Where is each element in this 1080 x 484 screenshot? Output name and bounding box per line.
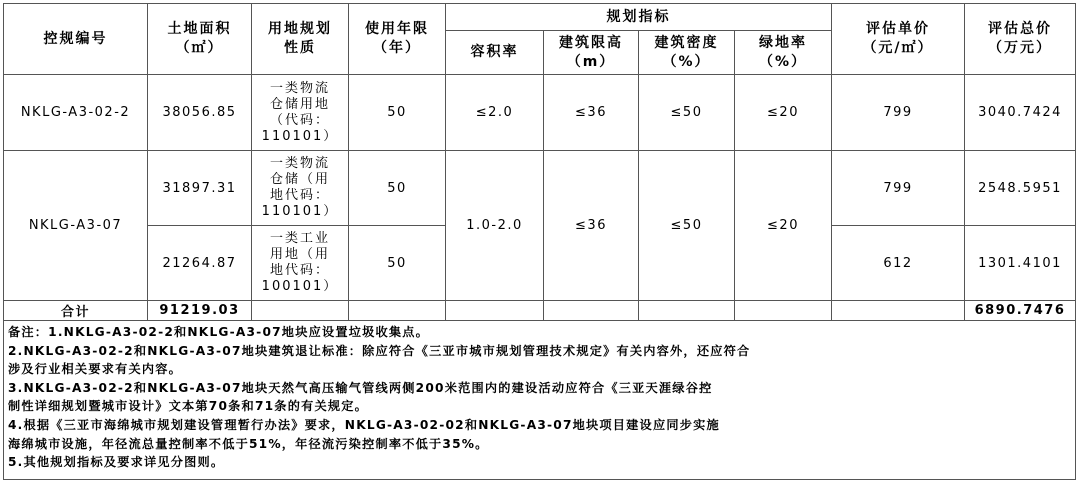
note-line: 3.NKLG-A3-02-2和NKLG-A3-07地块天然气高压输气管线两侧200米范围内的建设活动应符合《三亚天涯绿谷控 xyxy=(8,380,713,395)
cell-land-use: 一类物流 仓储用地 （代码： 110101） xyxy=(252,75,349,151)
total-price: 6890.7476 xyxy=(965,301,1076,321)
header-unit-price: 评估单价 （元/㎡） xyxy=(832,4,965,75)
empty-cell xyxy=(735,301,832,321)
note-line: 2.NKLG-A3-02-2和NKLG-A3-07地块建筑退让标准：除应符合《三亚市城市规划管理技术规定》有关内容外，还应符合 xyxy=(8,343,751,358)
header-land-use: 用地规划 性质 xyxy=(252,4,349,75)
cell-height: ≤36 xyxy=(544,75,639,151)
header-density: 建筑密度 （%） xyxy=(639,31,735,75)
planning-indicator-table xyxy=(3,3,1076,480)
cell-code: NKLG-A3-02-2 xyxy=(4,75,148,151)
total-area: 91219.03 xyxy=(148,301,252,321)
cell-land-use: 一类物流 仓储（用 地代码： 110101） xyxy=(252,151,349,226)
cell-density: ≤50 xyxy=(639,151,735,301)
cell-total-price: 2548.5951 xyxy=(965,151,1076,226)
cell-density: ≤50 xyxy=(639,75,735,151)
cell-total-price: 3040.7424 xyxy=(965,75,1076,151)
cell-total-price: 1301.4101 xyxy=(965,226,1076,301)
cell-height: ≤36 xyxy=(544,151,639,301)
header-total-price: 评估总价 （万元） xyxy=(965,4,1076,75)
header-area: 土地面积 （㎡） xyxy=(148,4,252,75)
total-row xyxy=(4,301,1076,321)
table-row xyxy=(4,75,1076,151)
cell-code: NKLG-A3-07 xyxy=(4,151,148,301)
planning-table-frame xyxy=(3,3,1075,481)
empty-cell xyxy=(252,301,349,321)
empty-cell xyxy=(639,301,735,321)
note-line: 海绵城市设施，年径流总量控制率不低于51%，年径流污染控制率不低于35%。 xyxy=(8,436,489,451)
header-code: 控规编号 xyxy=(4,4,148,75)
cell-unit-price: 799 xyxy=(832,75,965,151)
cell-years: 50 xyxy=(349,151,446,226)
cell-unit-price: 799 xyxy=(832,151,965,226)
note-line: 5.其他规划指标及要求详见分图则。 xyxy=(8,455,225,470)
cell-far: 1.0-2.0 xyxy=(446,151,544,301)
empty-cell xyxy=(832,301,965,321)
cell-area: 21264.87 xyxy=(148,226,252,301)
cell-years: 50 xyxy=(349,226,446,301)
cell-far: ≤2.0 xyxy=(446,75,544,151)
header-far: 容积率 xyxy=(446,31,544,75)
note-line: 4.根据《三亚市海绵城市规划建设管理暂行办法》要求，NKLG-A3-02-02和NKLG-A3-07地块项目建设应同步实施 xyxy=(8,417,720,432)
note-line: 制性详细规划暨城市设计》文本第70条和71条的有关规定。 xyxy=(8,399,369,414)
empty-cell xyxy=(544,301,639,321)
header-planning-indicators: 规划指标 xyxy=(446,4,832,31)
cell-land-use: 一类工业 用地（用 地代码： 100101） xyxy=(252,226,349,301)
cell-unit-price: 612 xyxy=(832,226,965,301)
cell-area: 38056.85 xyxy=(148,75,252,151)
cell-green-ratio: ≤20 xyxy=(735,151,832,301)
cell-years: 50 xyxy=(349,75,446,151)
note-line: 涉及行业相关要求有关内容。 xyxy=(8,362,183,377)
notes-block xyxy=(4,321,1076,480)
empty-cell xyxy=(349,301,446,321)
header-height: 建筑限高 （m） xyxy=(544,31,639,75)
empty-cell xyxy=(446,301,544,321)
note-line: 备注：1.NKLG-A3-02-2和NKLG-A3-07地块应设置垃圾收集点。 xyxy=(8,325,430,339)
header-years: 使用年限 （年） xyxy=(349,4,446,75)
total-label: 合计 xyxy=(4,301,148,321)
cell-area: 31897.31 xyxy=(148,151,252,226)
header-green-ratio: 绿地率 （%） xyxy=(735,31,832,75)
table-row xyxy=(4,151,1076,226)
cell-green-ratio: ≤20 xyxy=(735,75,832,151)
